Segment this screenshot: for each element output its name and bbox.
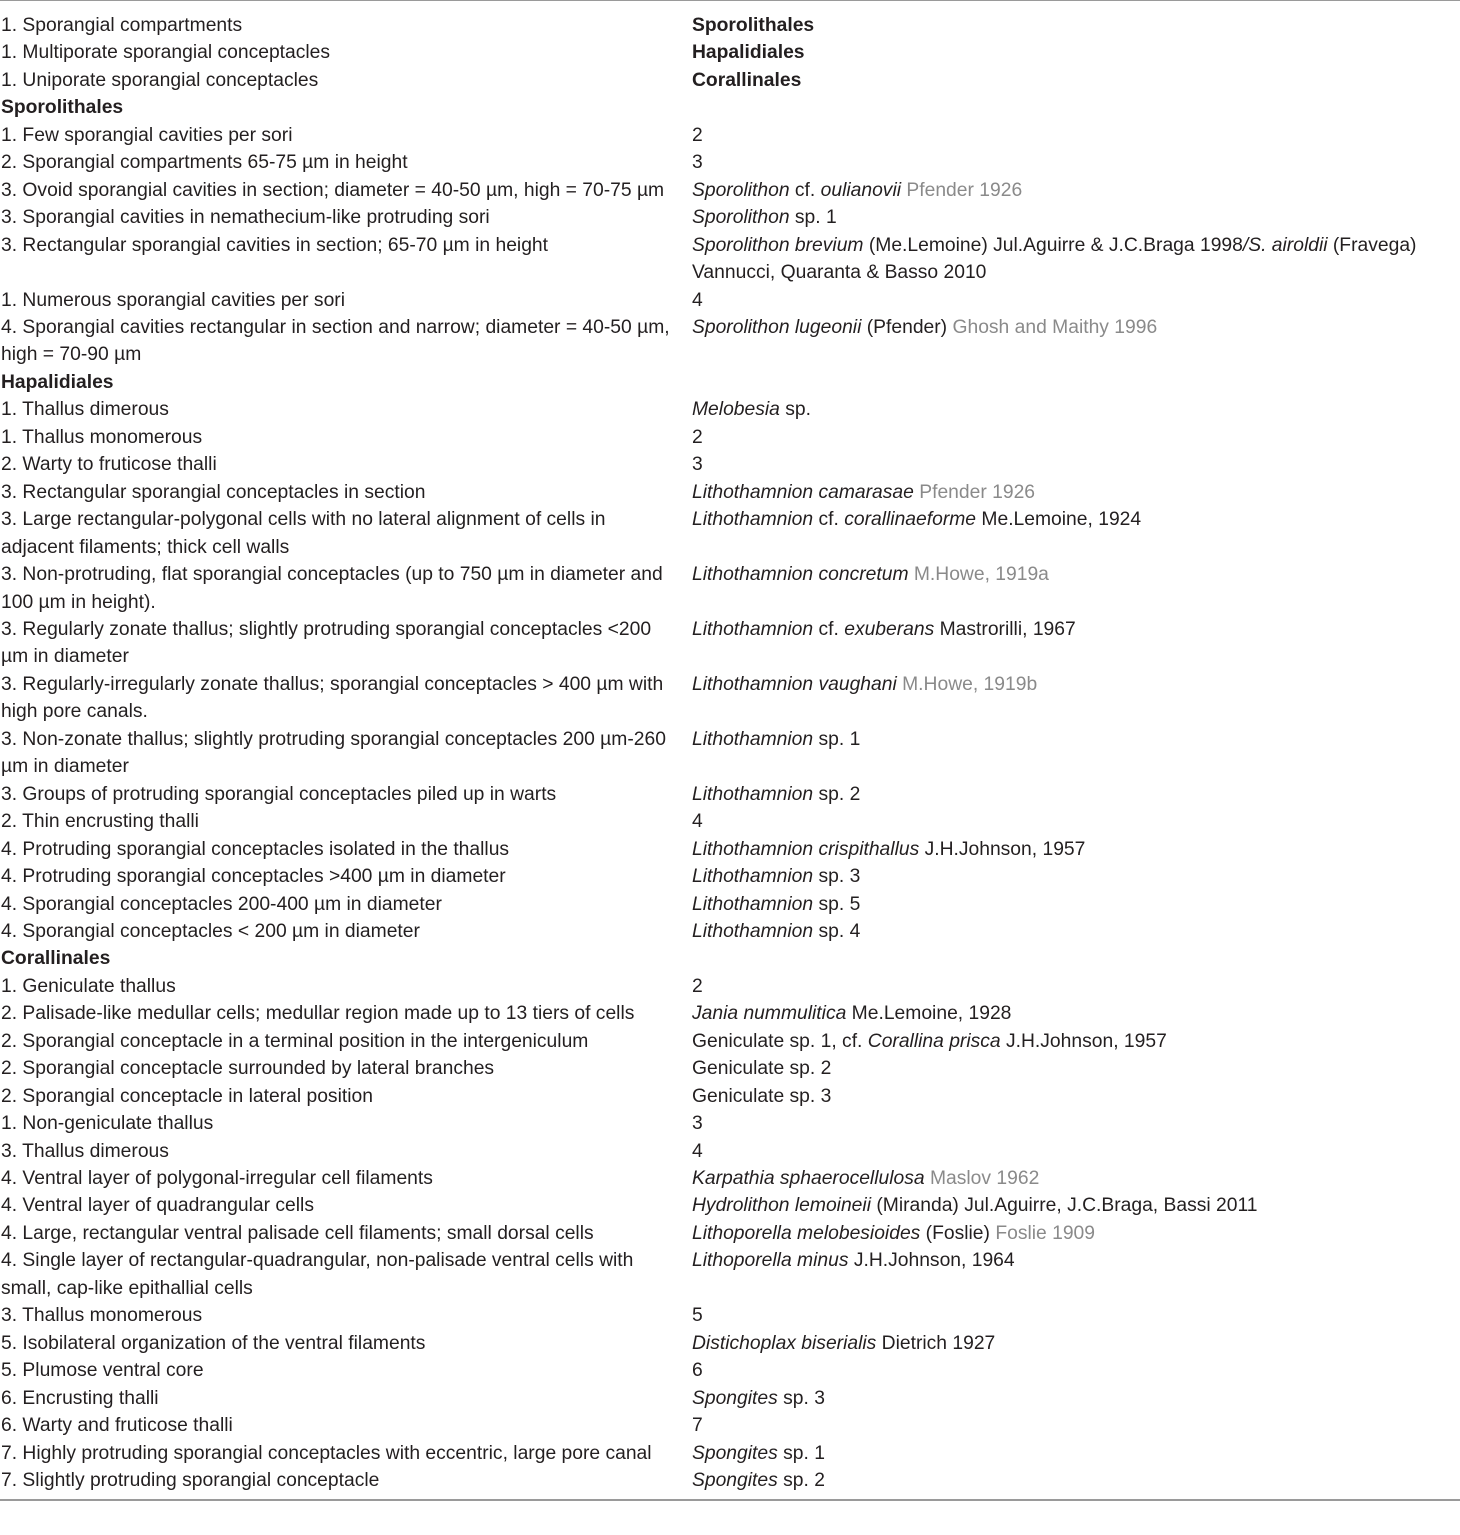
result-text: cf. (813, 618, 845, 640)
key-couplet-row (0, 396, 1460, 423)
key-couplet-row (0, 891, 1460, 918)
result-text: 2 (692, 124, 703, 146)
taxon-name: Lithothamnion camarasae (692, 481, 914, 503)
order-name: Sporolithales (692, 15, 815, 36)
key-couplet-row (0, 1083, 1460, 1110)
key-couplet-row (0, 424, 1460, 451)
couplet-description: 2. Thin encrusting thalli (1, 811, 199, 833)
citation: Ghosh and Maithy 1996 (952, 316, 1158, 338)
key-couplet-row (0, 1385, 1460, 1412)
couplet-result (692, 1247, 1460, 1274)
result-text: sp. 4 (813, 920, 861, 942)
couplet-result (692, 424, 1460, 451)
taxon-name: Lithothamnion vaughani (692, 673, 897, 695)
couplet-description: 4. Ventral layer of polygonal-irregular cell filaments (1, 1168, 433, 1190)
section-heading: Sporolithales (1, 97, 124, 119)
couplet-result (692, 781, 1460, 808)
taxon-name: oulianovii (820, 179, 902, 201)
couplet-result (692, 836, 1460, 863)
taxon-name: Lithoporella minus (692, 1250, 849, 1272)
section-heading: Corallinales (1, 948, 111, 970)
couplet-result (692, 1083, 1460, 1110)
couplet-description: 3. Thallus dimerous (1, 1140, 169, 1162)
couplet-description: 1. Thallus dimerous (1, 399, 169, 421)
key-couplet-row (0, 1247, 1460, 1302)
couplet-description: 7. Highly protruding sporangial conceptacles with eccentric, large pore canal (1, 1442, 652, 1464)
result-text: 3 (692, 454, 703, 476)
couplet-description: 2. Sporangial conceptacle surrounded by lateral branches (1, 1058, 495, 1080)
couplet-result (692, 973, 1460, 1000)
section-heading: Hapalidiales (1, 371, 114, 393)
couplet-result (692, 1302, 1460, 1329)
couplet-description: 4. Large, rectangular ventral palisade cell filaments; small dorsal cells (1, 1222, 594, 1244)
key-couplet-row (0, 1110, 1460, 1137)
result-text: 3 (692, 152, 703, 174)
couplet-result (692, 1165, 1460, 1192)
result-text: 4 (692, 289, 703, 311)
taxon-name: Lithothamnion (692, 509, 814, 531)
couplet-result (692, 1330, 1460, 1357)
citation: Maslov 1962 (924, 1168, 1040, 1190)
order-name: Corallinales (692, 69, 802, 91)
result-text: cf. (813, 509, 845, 531)
key-couplet-row (0, 1467, 1460, 1494)
couplet-description: 3. Regularly-irregularly zonate thallus; sporangial conceptacles > 400 µm with high pore canals. (1, 673, 664, 723)
result-text: Mastrorilli, 1967 (934, 618, 1076, 640)
result-text: Geniculate sp. 1, cf. (692, 1030, 868, 1052)
couplet-result (692, 808, 1460, 835)
key-couplet-row (0, 726, 1460, 781)
key-couplet-row (0, 973, 1460, 1000)
couplet-result (692, 1412, 1460, 1439)
couplet-result (692, 67, 1460, 94)
couplet-description: 3. Thallus monomerous (1, 1305, 203, 1327)
couplet-description: 2. Sporangial conceptacle in lateral position (1, 1085, 373, 1107)
key-couplet-row (0, 918, 1460, 945)
couplet-result (692, 1055, 1460, 1082)
couplet-result (692, 287, 1460, 314)
key-couplet-row (0, 204, 1460, 231)
taxon-name: corallinaeforme (844, 509, 977, 531)
taxon-name: Spongites (692, 1470, 778, 1492)
taxon-name: Lithothamnion (692, 618, 814, 640)
key-couplet-row (0, 1055, 1460, 1082)
couplet-description: 4. Sporangial conceptacles < 200 µm in diameter (1, 920, 420, 942)
couplet-description: 1. Thallus monomerous (1, 426, 203, 448)
taxon-name: Spongites (692, 1442, 778, 1464)
key-couplet-row (0, 1220, 1460, 1247)
key-couplet-row (0, 1357, 1460, 1384)
section-heading-row (0, 94, 1460, 121)
key-couplet-row (0, 1302, 1460, 1329)
taxon-name: Sporolithon (692, 179, 790, 201)
order-name: Hapalidiales (692, 42, 805, 64)
key-couplet-row (0, 808, 1460, 835)
couplet-result (692, 232, 1460, 287)
taxon-name: Sporolithon lugeonii (692, 316, 862, 338)
result-text: sp. 2 (777, 1470, 825, 1492)
couplet-result (692, 1192, 1460, 1219)
result-text: 2 (692, 426, 703, 448)
taxon-name: /S. airoldii (1242, 234, 1328, 256)
taxon-name: exuberans (844, 618, 935, 640)
key-couplet-row (0, 1165, 1460, 1192)
taxon-name: Hydrolithon lemoineii (692, 1195, 871, 1217)
couplet-description: 2. Palisade-like medullar cells; medullar region made up to 13 tiers of cells (1, 1003, 635, 1025)
couplet-result (692, 863, 1460, 890)
key-couplet-row (0, 561, 1460, 616)
result-text: sp. 1 (813, 728, 861, 750)
key-couplet-row (0, 451, 1460, 478)
key-couplet-row (0, 12, 1460, 39)
citation: M.Howe, 1919b (896, 673, 1038, 695)
key-couplet-row (0, 1440, 1460, 1467)
key-couplet-row (0, 149, 1460, 176)
result-text: (Miranda) Jul.Aguirre, J.C.Braga, Bassi 2011 (870, 1195, 1258, 1217)
couplet-result (692, 1028, 1460, 1055)
couplet-description: 1. Few sporangial cavities per sori (1, 124, 293, 146)
key-couplet-row (0, 1028, 1460, 1055)
couplet-result (692, 1138, 1460, 1165)
key-couplet-row (0, 781, 1460, 808)
couplet-description: 7. Slightly protruding sporangial conceptacle (1, 1470, 380, 1492)
result-text: sp. 3 (777, 1387, 825, 1409)
key-couplet-row (0, 177, 1460, 204)
result-text: (Me.Lemoine) Jul.Aguirre & J.C.Braga 1998 (863, 234, 1243, 256)
couplet-description: 4. Ventral layer of quadrangular cells (1, 1195, 314, 1217)
result-text: sp. 1 (777, 1442, 825, 1464)
taxon-name: Lithothamnion (692, 783, 814, 805)
key-couplet-row (0, 1412, 1460, 1439)
result-text: Me.Lemoine, 1924 (976, 509, 1142, 531)
couplet-description: 4. Protruding sporangial conceptacles >400 µm in diameter (1, 866, 506, 888)
result-text: (Foslie) (920, 1222, 996, 1244)
taxon-name: Lithothamnion (692, 920, 814, 942)
couplet-result (692, 1357, 1460, 1384)
result-text: sp. 2 (813, 783, 861, 805)
couplet-description: 5. Plumose ventral core (1, 1360, 204, 1382)
taxon-name: Lithothamnion concretum (692, 564, 909, 586)
citation: Foslie 1909 (995, 1222, 1095, 1244)
couplet-description: 3. Sporangial cavities in nemathecium-like protruding sori (1, 207, 490, 229)
couplet-description: 3. Large rectangular-polygonal cells with no lateral alignment of cells in adjacent filaments; thick cell walls (1, 509, 606, 558)
result-text: 3 (692, 1113, 703, 1135)
result-text: cf. (789, 179, 821, 201)
couplet-result (692, 451, 1460, 478)
couplet-result (692, 177, 1460, 204)
result-text: 6 (692, 1360, 703, 1382)
taxon-name: Corallina prisca (867, 1030, 1001, 1052)
key-couplet-row (0, 1192, 1460, 1219)
couplet-description: 3. Regularly zonate thallus; slightly protruding sporangial conceptacles <200 µm in diameter (1, 618, 652, 668)
couplet-result (692, 561, 1460, 588)
couplet-result (692, 396, 1460, 423)
couplet-result (692, 671, 1460, 698)
couplet-description: 1. Uniporate sporangial conceptacles (1, 69, 319, 91)
result-text: (Fravega) Vannucci, Quaranta & Basso 2010 (692, 234, 1417, 284)
couplet-description: 2. Sporangial conceptacle in a terminal position in the intergeniculum (1, 1030, 589, 1052)
result-text: 4 (692, 811, 703, 833)
couplet-result (692, 891, 1460, 918)
result-text: Dietrich 1927 (876, 1332, 996, 1354)
couplet-description: 4. Sporangial conceptacles 200-400 µm in diameter (1, 893, 442, 915)
result-text: sp. 1 (789, 207, 837, 229)
couplet-result (692, 1467, 1460, 1494)
result-text: J.H.Johnson, 1957 (919, 838, 1086, 860)
result-text: 5 (692, 1305, 703, 1327)
couplet-result (692, 1110, 1460, 1137)
couplet-description: 2. Warty to fruticose thalli (1, 454, 217, 476)
couplet-description: 3. Non-protruding, flat sporangial conceptacles (up to 750 µm in diameter and 100 µm in height). (1, 564, 663, 613)
citation: M.Howe, 1919a (908, 564, 1049, 586)
key-couplet-row (0, 39, 1460, 66)
couplet-description: 1. Non-geniculate thallus (1, 1113, 214, 1135)
couplet-description: 3. Rectangular sporangial cavities in section; 65-70 µm in height (1, 234, 549, 256)
section-heading-row (0, 945, 1460, 972)
couplet-description: 4. Sporangial cavities rectangular in section and narrow; diameter = 40-50 µm, high = 70-90 µm (1, 316, 670, 366)
couplet-description: 1. Geniculate thallus (1, 975, 176, 997)
couplet-result (692, 1220, 1460, 1247)
couplet-description: 4. Protruding sporangial conceptacles isolated in the thallus (1, 838, 510, 860)
result-text: 7 (692, 1415, 703, 1437)
couplet-description: 6. Encrusting thalli (1, 1387, 159, 1409)
couplet-result (692, 39, 1460, 66)
key-couplet-row (0, 616, 1460, 671)
taxon-name: Lithothamnion (692, 866, 814, 888)
couplet-result (692, 918, 1460, 945)
taxon-name: Karpathia sphaerocellulosa (692, 1168, 925, 1190)
taxon-name: Lithothamnion (692, 893, 814, 915)
result-text: sp. 3 (813, 866, 861, 888)
result-text: sp. (779, 399, 811, 421)
result-text: 2 (692, 975, 703, 997)
key-couplet-row (0, 863, 1460, 890)
couplet-result (692, 12, 1460, 39)
key-couplet-row (0, 1330, 1460, 1357)
taxon-name: Lithothamnion crispithallus (692, 838, 920, 860)
taxon-name: Lithothamnion (692, 728, 814, 750)
citation: Pfender 1926 (913, 481, 1036, 503)
result-text: Geniculate sp. 2 (692, 1058, 832, 1080)
couplet-description: 1. Multiporate sporangial conceptacles (1, 42, 331, 64)
couplet-result (692, 616, 1460, 643)
key-couplet-row (0, 122, 1460, 149)
taxon-name: Distichoplax biserialis (692, 1332, 877, 1354)
couplet-result (692, 1000, 1460, 1027)
couplet-result (692, 1440, 1460, 1467)
couplet-description: 3. Ovoid sporangial cavities in section; diameter = 40-50 µm, high = 70-75 µm (1, 179, 665, 201)
result-text: Geniculate sp. 3 (692, 1085, 832, 1107)
result-text: J.H.Johnson, 1957 (1000, 1030, 1167, 1052)
taxon-name: Jania nummulitica (692, 1003, 847, 1025)
key-couplet-row (0, 671, 1460, 726)
couplet-description: 5. Isobilateral organization of the ventral filaments (1, 1332, 426, 1354)
taxon-name: Spongites (692, 1387, 778, 1409)
couplet-result (692, 726, 1460, 753)
result-text: J.H.Johnson, 1964 (848, 1250, 1015, 1272)
couplet-result (692, 149, 1460, 176)
result-text: sp. 5 (813, 893, 861, 915)
couplet-result (692, 1385, 1460, 1412)
taxon-name: Lithoporella melobesioides (692, 1222, 921, 1244)
taxon-name: Sporolithon brevium (692, 234, 864, 256)
result-text: Me.Lemoine, 1928 (846, 1003, 1012, 1025)
couplet-result (692, 314, 1460, 341)
key-couplet-row (0, 287, 1460, 314)
taxon-name: Melobesia (692, 399, 780, 421)
couplet-description: 3. Groups of protruding sporangial conceptacles piled up in warts (1, 783, 557, 805)
key-couplet-row (0, 1000, 1460, 1027)
section-heading-row (0, 369, 1460, 396)
couplet-description: 2. Sporangial compartments 65-75 µm in height (1, 152, 408, 174)
key-couplet-row (0, 314, 1460, 369)
key-couplet-row (0, 836, 1460, 863)
couplet-result (692, 479, 1460, 506)
couplet-description: 3. Rectangular sporangial conceptacles in section (1, 481, 426, 503)
result-text: 4 (692, 1140, 703, 1162)
couplet-result (692, 204, 1460, 231)
couplet-description: 4. Single layer of rectangular-quadrangular, non-palisade ventral cells with small, cap-like epithallial cells (1, 1250, 634, 1299)
taxon-name: Sporolithon (692, 207, 790, 229)
couplet-description: 1. Sporangial compartments (1, 15, 243, 36)
couplet-description: 6. Warty and fruticose thalli (1, 1415, 233, 1437)
citation: Pfender 1926 (901, 179, 1023, 201)
couplet-description: 3. Non-zonate thallus; slightly protruding sporangial conceptacles 200 µm-260 µm in diameter (1, 728, 666, 778)
key-couplet-row (0, 1138, 1460, 1165)
couplet-result (692, 506, 1460, 533)
couplet-result (692, 122, 1460, 149)
key-couplet-row (0, 232, 1460, 287)
key-couplet-row (0, 67, 1460, 94)
couplet-description: 1. Numerous sporangial cavities per sori (1, 289, 346, 311)
key-couplet-row (0, 479, 1460, 506)
key-couplet-row (0, 506, 1460, 561)
result-text: (Pfender) (861, 316, 953, 338)
